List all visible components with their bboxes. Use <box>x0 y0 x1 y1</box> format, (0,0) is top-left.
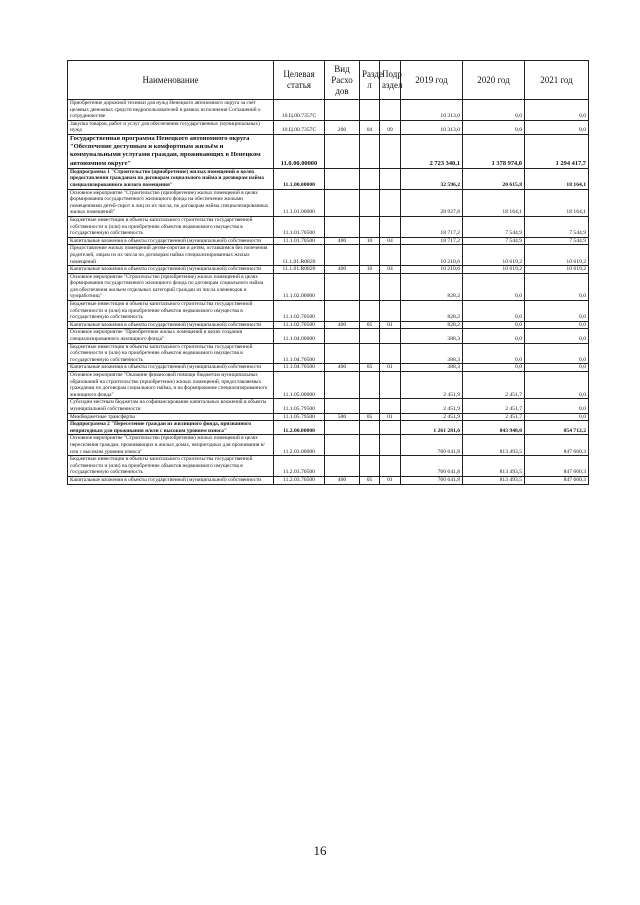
table-row <box>68 237 589 245</box>
row-target: 11.2.03.70500 <box>274 476 325 484</box>
row-2021: 0,0 <box>525 372 589 399</box>
row-2019: 1 261 281,6 <box>401 421 463 435</box>
row-exp-type: 400 <box>325 321 360 329</box>
row-section <box>360 372 380 399</box>
row-2019: 2 451,9 <box>401 413 463 421</box>
row-exp-type: 400 <box>325 266 360 274</box>
header-name: Наименование <box>68 61 274 100</box>
row-2021: 10 619,2 <box>525 245 589 266</box>
row-target: 11.1.01.R0820 <box>274 245 325 266</box>
row-exp-type <box>325 421 360 435</box>
row-subsection <box>380 134 401 168</box>
row-exp-type: 500 <box>325 413 360 421</box>
row-2020: 0,0 <box>463 329 525 343</box>
row-name: Капитальные вложения в объекты государственной (муниципальной) собственности <box>68 266 274 274</box>
row-2019: 10 210,6 <box>401 245 463 266</box>
row-name: Основное мероприятие "Строительство (приобретение) жилых помещений в целях переселения граждан, проживающих в жилых домах, непригодных для проживания и/или с высоким уровнем износа" <box>68 435 274 456</box>
row-2020: 0,0 <box>463 120 525 134</box>
row-subsection <box>380 435 401 456</box>
header-subsection: Подр аздел <box>380 61 401 100</box>
row-exp-type <box>325 301 360 322</box>
row-exp-type <box>325 216 360 237</box>
row-2021: 18 164,1 <box>525 168 589 189</box>
row-subsection <box>380 100 401 121</box>
row-target: 11.1.02.70500 <box>274 301 325 322</box>
row-2019: 388,3 <box>401 329 463 343</box>
row-2019: 2 451,9 <box>401 372 463 399</box>
header-exp-type: Вид Расхо дов <box>325 61 360 100</box>
row-name: Основное мероприятие "Строительство (приобретение) жилых помещений в целях формирования государственного жилищного фонда по договорам социального найма для обеспечения жильем отдельных категорий граждан из числа оленеводов и чумработниц" <box>68 273 274 300</box>
row-2019: 2 723 340,1 <box>401 134 463 168</box>
row-subsection <box>380 329 401 343</box>
row-exp-type <box>325 435 360 456</box>
row-section <box>360 421 380 435</box>
row-2019: 388,3 <box>401 343 463 364</box>
row-2019: 32 596,2 <box>401 168 463 189</box>
row-name: Капитальные вложения в объекты государственной (муниципальной) собственности <box>68 364 274 372</box>
row-section <box>360 301 380 322</box>
row-section <box>360 189 380 216</box>
table-row <box>68 120 589 134</box>
row-name: Подпрограмма 2 "Переселение граждан из жилищного фонда, признанного непригодным для проживания и/или с высоким уровнем износа" <box>68 421 274 435</box>
row-subsection <box>380 245 401 266</box>
row-target: 11.2.00.00000 <box>274 421 325 435</box>
row-target: 11.1.05.00000 <box>274 372 325 399</box>
row-2020: 813 493,5 <box>463 435 525 456</box>
row-2020: 0,0 <box>463 343 525 364</box>
row-2020: 0,0 <box>463 364 525 372</box>
row-subsection <box>380 216 401 237</box>
row-subsection <box>380 189 401 216</box>
row-subsection: 09 <box>380 120 401 134</box>
row-exp-type <box>325 245 360 266</box>
row-section <box>360 435 380 456</box>
row-subsection: 04 <box>380 237 401 245</box>
row-name: Капитальные вложения в объекты государственной (муниципальной) собственности <box>68 321 274 329</box>
row-2020: 0,0 <box>463 301 525 322</box>
row-2019: 760 641,8 <box>401 456 463 477</box>
row-target: 10.Ц.00.7357С <box>274 100 325 121</box>
row-2019: 18 717,2 <box>401 216 463 237</box>
row-2019: 828,2 <box>401 301 463 322</box>
table-row <box>68 134 589 168</box>
row-2021: 0,0 <box>525 399 589 413</box>
row-section <box>360 134 380 168</box>
row-subsection <box>380 421 401 435</box>
row-subsection: 01 <box>380 364 401 372</box>
row-subsection <box>380 168 401 189</box>
row-section: 04 <box>360 120 380 134</box>
row-section <box>360 100 380 121</box>
row-2019: 388,3 <box>401 364 463 372</box>
row-2021: 847 660,3 <box>525 456 589 477</box>
row-2021: 0,0 <box>525 364 589 372</box>
row-2021: 10 619,2 <box>525 266 589 274</box>
row-2019: 28 927,8 <box>401 189 463 216</box>
table-row <box>68 364 589 372</box>
table-body <box>68 100 589 485</box>
row-subsection <box>380 301 401 322</box>
header-section: Разде л <box>360 61 380 100</box>
row-2020: 7 544,9 <box>463 237 525 245</box>
row-2021: 0,0 <box>525 413 589 421</box>
row-name: Капитальные вложения в объекты государственной (муниципальной) собственности <box>68 476 274 484</box>
row-2019: 760 641,8 <box>401 476 463 484</box>
table-row <box>68 245 589 266</box>
row-target: 11.1.05.79500 <box>274 413 325 421</box>
row-name: Субсидии местным бюджетам на софинансирование капитальных вложений в объекты муниципальной собственности <box>68 399 274 413</box>
header-2020: 2020 год <box>463 61 525 100</box>
row-subsection: 01 <box>380 413 401 421</box>
row-subsection <box>380 273 401 300</box>
row-name: Бюджетные инвестиции в объекты капитального строительства государственной собственности и (или) на приобретение объектов недвижимого имущества в государственную собственность <box>68 216 274 237</box>
row-section <box>360 168 380 189</box>
row-target: 11.1.02.70500 <box>274 321 325 329</box>
row-subsection <box>380 372 401 399</box>
table-row <box>68 168 589 189</box>
row-subsection: 01 <box>380 476 401 484</box>
table-row <box>68 189 589 216</box>
row-target: 11.1.04.00000 <box>274 329 325 343</box>
row-2020: 0,0 <box>463 273 525 300</box>
row-name: Межбюджетные трансферты <box>68 413 274 421</box>
row-section <box>360 456 380 477</box>
row-2021: 0,0 <box>525 329 589 343</box>
header-2019: 2019 год <box>401 61 463 100</box>
row-name: Бюджетные инвестиции в объекты капитального строительства государственной собственности и (или) на приобретение объектов недвижимого имущества в государственную собственность <box>68 343 274 364</box>
row-2021: 0,0 <box>525 120 589 134</box>
table-row <box>68 399 589 413</box>
row-2021: 854 712,2 <box>525 421 589 435</box>
row-2021: 0,0 <box>525 100 589 121</box>
table-row <box>68 273 589 300</box>
row-exp-type <box>325 343 360 364</box>
table-row <box>68 413 589 421</box>
row-2021: 847 660,3 <box>525 435 589 456</box>
page-number: 16 <box>313 843 327 858</box>
row-target: 11.1.01.70500 <box>274 216 325 237</box>
row-2021: 7 544,9 <box>525 216 589 237</box>
table-row <box>68 421 589 435</box>
table-row <box>68 301 589 322</box>
row-name: Основное мероприятие "Строительство (приобретение) жилых помещений в целях формирования государственного жилищного фонда на обеспечение жилыми помещениями детей-сирот и лиц из их числа, по договорам найма специализированных жилых помещений" <box>68 189 274 216</box>
row-2020: 20 615,8 <box>463 168 525 189</box>
row-exp-type <box>325 168 360 189</box>
budget-table <box>67 60 589 485</box>
table-row <box>68 435 589 456</box>
table-row <box>68 343 589 364</box>
row-name: Предоставление жилых помещений детям-сиротам и детям, оставшимся без попечения родителей, лицам из их числа по договорам найма специализированных жилых помещений <box>68 245 274 266</box>
row-exp-type <box>325 329 360 343</box>
row-target: 11.1.04.70500 <box>274 364 325 372</box>
row-name: Основное мероприятие "Оказание финансовой помощи бюджетам муниципальных образований на строительство (приобретение) жилых помещений, предоставляемых гражданам по договорам социального найма, и на формирование специализированного жилищного фонда" <box>68 372 274 399</box>
row-2019: 828,2 <box>401 321 463 329</box>
row-section <box>360 216 380 237</box>
table-row <box>68 456 589 477</box>
table-row <box>68 321 589 329</box>
row-2020: 0,0 <box>463 321 525 329</box>
row-name: Закупка товаров, работ и услуг для обеспечения государственных (муниципальных) нужд <box>68 120 274 134</box>
row-2019: 18 717,2 <box>401 237 463 245</box>
row-exp-type: 400 <box>325 476 360 484</box>
row-name: Бюджетные инвестиции в объекты капитального строительства государственной собственности и (или) на приобретение объектов недвижимого имущества в государственную собственность <box>68 456 274 477</box>
row-section <box>360 329 380 343</box>
table-row <box>68 266 589 274</box>
row-2021: 1 294 417,7 <box>525 134 589 168</box>
row-target: 11.1.01.R0820 <box>274 266 325 274</box>
row-exp-type <box>325 372 360 399</box>
row-target: 11.2.03.00000 <box>274 435 325 456</box>
row-exp-type <box>325 100 360 121</box>
row-exp-type: 400 <box>325 237 360 245</box>
row-2020: 813 493,5 <box>463 476 525 484</box>
row-section: 10 <box>360 266 380 274</box>
row-name: Приобретение дорожной техники для нужд Ненецкого автономного округа за счёт целевых денежных средств недропользователей в рамках исполнения Соглашений о сотрудничестве <box>68 100 274 121</box>
row-exp-type <box>325 189 360 216</box>
row-section: 05 <box>360 364 380 372</box>
table-row <box>68 372 589 399</box>
row-section: 05 <box>360 321 380 329</box>
row-subsection <box>380 399 401 413</box>
row-2019: 828,2 <box>401 273 463 300</box>
row-2019: 10 210,6 <box>401 266 463 274</box>
row-target: 10.Ц.00.7357С <box>274 120 325 134</box>
row-2020: 813 493,5 <box>463 456 525 477</box>
row-section: 05 <box>360 413 380 421</box>
row-2021: 0,0 <box>525 321 589 329</box>
row-exp-type <box>325 134 360 168</box>
row-section <box>360 343 380 364</box>
row-exp-type: 400 <box>325 364 360 372</box>
row-section: 05 <box>360 476 380 484</box>
row-target: 11.1.01.70500 <box>274 237 325 245</box>
row-target: 11.1.04.70500 <box>274 343 325 364</box>
row-target: 11.2.03.70500 <box>274 456 325 477</box>
row-2019: 10 313,0 <box>401 100 463 121</box>
row-subsection <box>380 456 401 477</box>
row-section <box>360 273 380 300</box>
row-2021: 847 660,3 <box>525 476 589 484</box>
row-name: Капитальные вложения в объекты государственной (муниципальной) собственности <box>68 237 274 245</box>
row-target: 11.1.02.00000 <box>274 273 325 300</box>
row-exp-type: 200 <box>325 120 360 134</box>
row-2020: 2 451,7 <box>463 372 525 399</box>
row-2020: 1 378 974,0 <box>463 134 525 168</box>
row-name: Бюджетные инвестиции в объекты капитального строительства государственной собственности и (или) на приобретение объектов недвижимого имущества в государственную собственность <box>68 301 274 322</box>
row-2021: 0,0 <box>525 301 589 322</box>
row-2020: 18 164,1 <box>463 189 525 216</box>
row-2021: 7 544,9 <box>525 237 589 245</box>
row-subsection: 01 <box>380 321 401 329</box>
row-exp-type <box>325 399 360 413</box>
table-row <box>68 216 589 237</box>
row-2019: 760 641,8 <box>401 435 463 456</box>
header-2021: 2021 год <box>525 61 589 100</box>
row-2020: 10 619,2 <box>463 266 525 274</box>
row-2019: 10 313,0 <box>401 120 463 134</box>
row-name: Государственная программа Ненецкого автономного округа "Обеспечение доступным и комфортным жильём и коммунальными услугами граждан, проживающих в Ненецком автономном округе" <box>68 134 274 168</box>
row-target: 11.1.01.00000 <box>274 189 325 216</box>
table-row <box>68 100 589 121</box>
row-exp-type <box>325 273 360 300</box>
row-target: 11.1.00.00000 <box>274 168 325 189</box>
row-2021: 0,0 <box>525 273 589 300</box>
table-row <box>68 476 589 484</box>
row-target: 11.1.05.79500 <box>274 399 325 413</box>
row-2020: 0,0 <box>463 100 525 121</box>
row-name: Основное мероприятие "Приобретение жилых помещений в целях создания специализированного жилищного фонда" <box>68 329 274 343</box>
row-2019: 2 451,9 <box>401 399 463 413</box>
header-target: Целевая статья <box>274 61 325 100</box>
row-subsection <box>380 343 401 364</box>
table-header <box>68 61 589 100</box>
row-section: 10 <box>360 237 380 245</box>
row-section <box>360 245 380 266</box>
row-section <box>360 399 380 413</box>
row-2020: 2 451,7 <box>463 399 525 413</box>
row-2021: 18 164,1 <box>525 189 589 216</box>
row-2020: 7 544,9 <box>463 216 525 237</box>
table-row <box>68 329 589 343</box>
row-target: 11.0.00.00000 <box>274 134 325 168</box>
row-name: Подпрограмма 1 "Строительство (приобретение) жилых помещений в целях предоставления гражданам по договорам социального найма и договорам найма специализированного жилого помещения" <box>68 168 274 189</box>
row-exp-type <box>325 456 360 477</box>
row-2020: 10 619,2 <box>463 245 525 266</box>
row-2020: 843 948,0 <box>463 421 525 435</box>
row-2021: 0,0 <box>525 343 589 364</box>
row-2020: 2 451,7 <box>463 413 525 421</box>
row-subsection: 04 <box>380 266 401 274</box>
